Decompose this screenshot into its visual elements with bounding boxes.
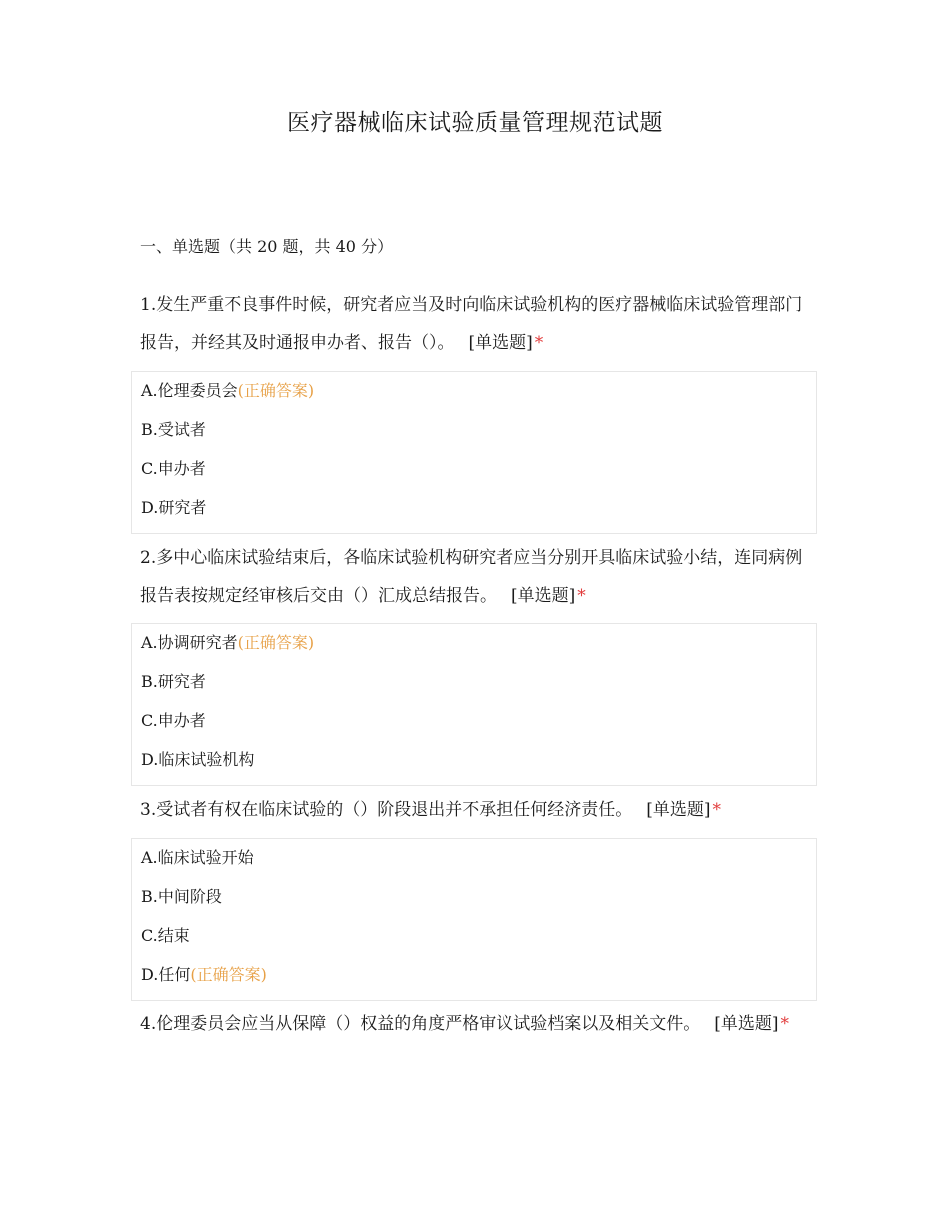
question-text: 1.发生严重不良事件时候，研究者应当及时向临床试验机构的医疗器械临床试验管理部门报告，并经其及时通报申办者、报告（）。 <box>140 295 803 353</box>
option-3-b[interactable]: B.中间阶段 <box>141 887 222 906</box>
required-mark: * <box>712 800 721 820</box>
option-2-c[interactable]: C.申办者 <box>141 711 206 730</box>
options-2 <box>131 623 817 786</box>
options-1 <box>131 371 817 534</box>
option-1-a[interactable]: A.伦理委员会(正确答案) <box>141 381 315 400</box>
question-text: 2.多中心临床试验结束后，各临床试验机构研究者应当分别开具临床试验小结，连同病例报告表按规定经审核后交由（）汇成总结报告。 <box>140 548 803 606</box>
question-type: [单选题] <box>646 800 711 820</box>
option-1-d[interactable]: D.研究者 <box>141 498 207 517</box>
correct-answer-label: (正确答案) <box>237 381 315 400</box>
correct-answer-label: (正确答案) <box>237 633 315 652</box>
option-3-a[interactable]: A.临床试验开始 <box>141 848 254 867</box>
option-2-a[interactable]: A.协调研究者(正确答案) <box>141 633 315 652</box>
required-mark: * <box>534 333 544 353</box>
required-mark: * <box>577 586 586 606</box>
option-3-c[interactable]: C.结束 <box>141 926 190 945</box>
option-1-c[interactable]: C.申办者 <box>141 459 206 478</box>
correct-answer-label: (正确答案) <box>190 965 267 984</box>
required-mark: * <box>780 1014 789 1034</box>
question-2 <box>140 539 812 615</box>
option-3-d[interactable]: D.任何(正确答案) <box>141 965 267 984</box>
section-heading: 一、单选题（共 20 题，共 40 分） <box>140 237 394 256</box>
option-1-b[interactable]: B.受试者 <box>141 420 206 439</box>
question-type: [单选题] <box>468 333 533 353</box>
question-type: [单选题] <box>511 586 576 606</box>
question-text: 4.伦理委员会应当从保障（）权益的角度严格审议试验档案以及相关文件。 <box>140 1014 701 1034</box>
question-type: [单选题] <box>714 1014 779 1034</box>
question-3 <box>140 791 812 829</box>
option-2-d[interactable]: D.临床试验机构 <box>141 750 255 769</box>
question-4 <box>140 1005 812 1043</box>
options-3 <box>131 838 817 1001</box>
question-1 <box>140 286 812 362</box>
option-2-b[interactable]: B.研究者 <box>141 672 206 691</box>
question-text: 3.受试者有权在临床试验的（）阶段退出并不承担任何经济责任。 <box>140 800 633 820</box>
document-title: 医疗器械临床试验质量管理规范试题 <box>287 110 663 136</box>
